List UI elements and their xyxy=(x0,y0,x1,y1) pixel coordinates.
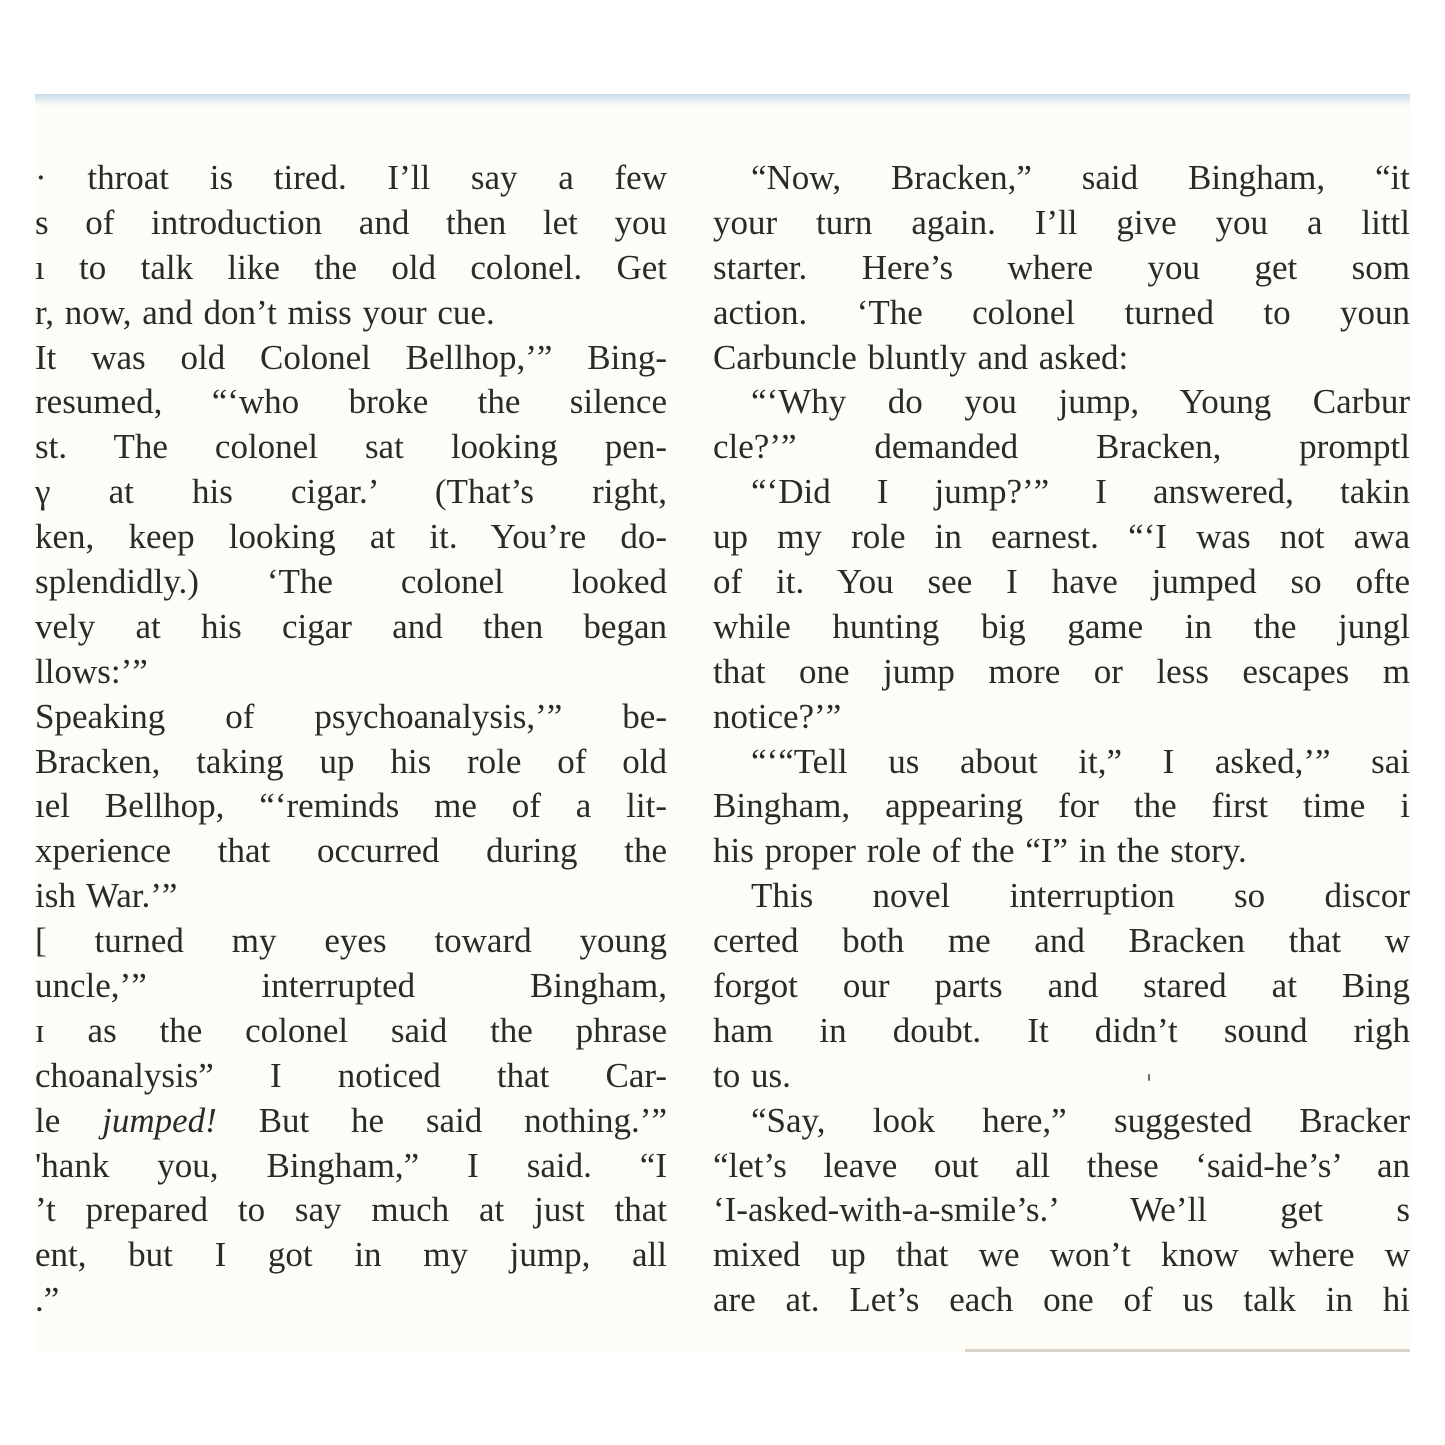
text-line xyxy=(713,156,1410,201)
line-text: ham in doubt. It didn’t sound righ xyxy=(713,1010,1410,1050)
line-text: But he said nothing.’” xyxy=(216,1100,667,1140)
line-text: vely at his cigar and then began xyxy=(35,606,667,646)
line-text: Bracken, taking up his role of old xyxy=(35,741,667,781)
line-text: notice?’” xyxy=(713,696,842,736)
text-line xyxy=(713,650,1410,695)
line-text: “‘“Tell us about it,” I asked,’” sai xyxy=(751,741,1410,781)
line-text: xperience that occurred during the xyxy=(35,831,667,871)
line-text: starter. Here’s where you get som xyxy=(713,247,1410,287)
line-text: llows:’” xyxy=(35,651,148,691)
ink-speck xyxy=(1148,1074,1150,1081)
line-text: while hunting big game in the jungl xyxy=(713,606,1410,646)
text-line xyxy=(713,425,1410,470)
line-text: up my role in earnest. “‘I was not awa xyxy=(713,517,1410,557)
text-line xyxy=(713,784,1410,829)
text-line xyxy=(35,1144,667,1189)
text-line xyxy=(713,1099,1410,1144)
text-line xyxy=(35,740,667,785)
line-text: ken, keep looking at it. You’re do- xyxy=(35,517,667,557)
line-text: Bingham, appearing for the first time i xyxy=(713,786,1410,826)
line-text: ɪ as the colonel said the phrase xyxy=(35,1010,667,1050)
text-line xyxy=(713,291,1410,336)
line-text: to us. xyxy=(713,1055,791,1095)
text-line xyxy=(713,874,1410,919)
line-text: his proper role of the “I” in the story. xyxy=(713,831,1247,871)
line-text: This novel interruption so discor xyxy=(751,876,1410,916)
text-line xyxy=(35,246,667,291)
line-text: ’t prepared to say much at just that xyxy=(35,1190,667,1230)
line-text: “Now, Bracken,” said Bingham, “it xyxy=(751,158,1410,197)
text-line xyxy=(35,470,667,515)
page-bottom-edge xyxy=(965,1349,1410,1352)
text-line xyxy=(35,829,667,874)
text-line xyxy=(713,246,1410,291)
text-line xyxy=(713,560,1410,605)
line-text: ent, but I got in my jump, all xyxy=(35,1235,667,1275)
text-line xyxy=(35,695,667,740)
line-text: uncle,’” interrupted Bingham, xyxy=(35,966,667,1006)
line-text: action. ‘The colonel turned to youn xyxy=(713,292,1410,332)
left-text-column xyxy=(35,156,667,1323)
text-line xyxy=(35,1009,667,1054)
line-text: of it. You see I have jumped so ofte xyxy=(713,562,1410,602)
text-line xyxy=(713,1054,1410,1099)
text-line xyxy=(35,605,667,650)
text-line xyxy=(35,650,667,695)
italic-text: jumped! xyxy=(102,1100,217,1140)
text-line xyxy=(35,784,667,829)
line-text: Speaking of psychoanalysis,’” be- xyxy=(35,696,667,736)
text-line xyxy=(713,829,1410,874)
text-line xyxy=(35,1278,667,1323)
text-line xyxy=(713,1144,1410,1189)
line-text: forgot our parts and stared at Bing xyxy=(713,966,1410,1006)
line-text: mixed up that we won’t know where w xyxy=(713,1235,1410,1275)
text-line xyxy=(35,874,667,919)
line-text: ı to talk like the old colonel. Get xyxy=(35,247,667,287)
text-line xyxy=(713,1009,1410,1054)
line-text: le xyxy=(35,1100,103,1140)
text-line xyxy=(713,740,1410,785)
text-line xyxy=(713,695,1410,740)
text-line xyxy=(713,515,1410,560)
line-text: “Say, look here,” suggested Bracker xyxy=(751,1100,1410,1140)
line-text: certed both me and Bracken that w xyxy=(713,921,1410,961)
line-text: · throat is tired. I’ll say a few xyxy=(35,158,667,197)
text-line xyxy=(713,1188,1410,1233)
text-line xyxy=(35,515,667,560)
text-line xyxy=(35,201,667,246)
line-text: γ at his cigar.’ (That’s right, xyxy=(35,472,667,512)
line-text: cle?’” demanded Bracken, promptl xyxy=(713,427,1410,467)
right-text-column xyxy=(713,156,1410,1323)
line-text: ‘I-asked-with-a-smile’s.’ We’ll get s xyxy=(713,1190,1410,1230)
text-line xyxy=(35,919,667,964)
text-line xyxy=(713,201,1410,246)
line-text: .” xyxy=(35,1280,60,1320)
text-line xyxy=(713,605,1410,650)
line-text: choanalysis” I noticed that Car- xyxy=(35,1055,667,1095)
line-text: s of introduction and then let you xyxy=(35,202,667,242)
line-text: your turn again. I’ll give you a littl xyxy=(713,202,1410,242)
text-line xyxy=(35,336,667,381)
text-line xyxy=(35,291,667,336)
line-text: [ turned my eyes toward young xyxy=(35,921,667,961)
text-line xyxy=(35,964,667,1009)
line-text: st. The colonel sat looking pen- xyxy=(35,427,667,467)
line-text: “‘Why do you jump, Young Carbur xyxy=(751,382,1410,422)
line-text: ıel Bellhop, “‘reminds me of a lit- xyxy=(35,786,667,826)
scanned-page xyxy=(35,94,1410,1352)
line-text: “‘Did I jump?’” I answered, takin xyxy=(751,472,1410,512)
text-line xyxy=(35,1099,667,1144)
text-line xyxy=(35,1233,667,1278)
text-line xyxy=(713,336,1410,381)
text-line xyxy=(713,964,1410,1009)
text-line xyxy=(35,425,667,470)
line-text: 'hank you, Bingham,” I said. “I xyxy=(35,1145,667,1185)
line-text: ish War.’” xyxy=(35,876,178,916)
text-line xyxy=(713,1278,1410,1323)
text-line xyxy=(35,380,667,425)
text-line xyxy=(713,1233,1410,1278)
line-text: r, now, and don’t miss your cue. xyxy=(35,292,495,332)
text-line xyxy=(35,1054,667,1099)
text-line xyxy=(35,560,667,605)
line-text: that one jump more or less escapes m xyxy=(713,651,1410,691)
line-text: splendidly.) ‘The colonel looked xyxy=(35,562,667,602)
text-line xyxy=(713,470,1410,515)
line-text: resumed, “‘who broke the silence xyxy=(35,382,667,422)
page-top-edge xyxy=(35,94,1410,106)
text-line xyxy=(35,156,667,201)
text-line xyxy=(35,1188,667,1233)
text-line xyxy=(713,380,1410,425)
line-text: Carbuncle bluntly and asked: xyxy=(713,337,1129,377)
line-text: “let’s leave out all these ‘said-he’s’ an xyxy=(713,1145,1410,1185)
line-text: It was old Colonel Bellhop,’” Bing- xyxy=(35,337,667,377)
line-text: are at. Let’s each one of us talk in hi xyxy=(713,1280,1410,1320)
text-line xyxy=(713,919,1410,964)
